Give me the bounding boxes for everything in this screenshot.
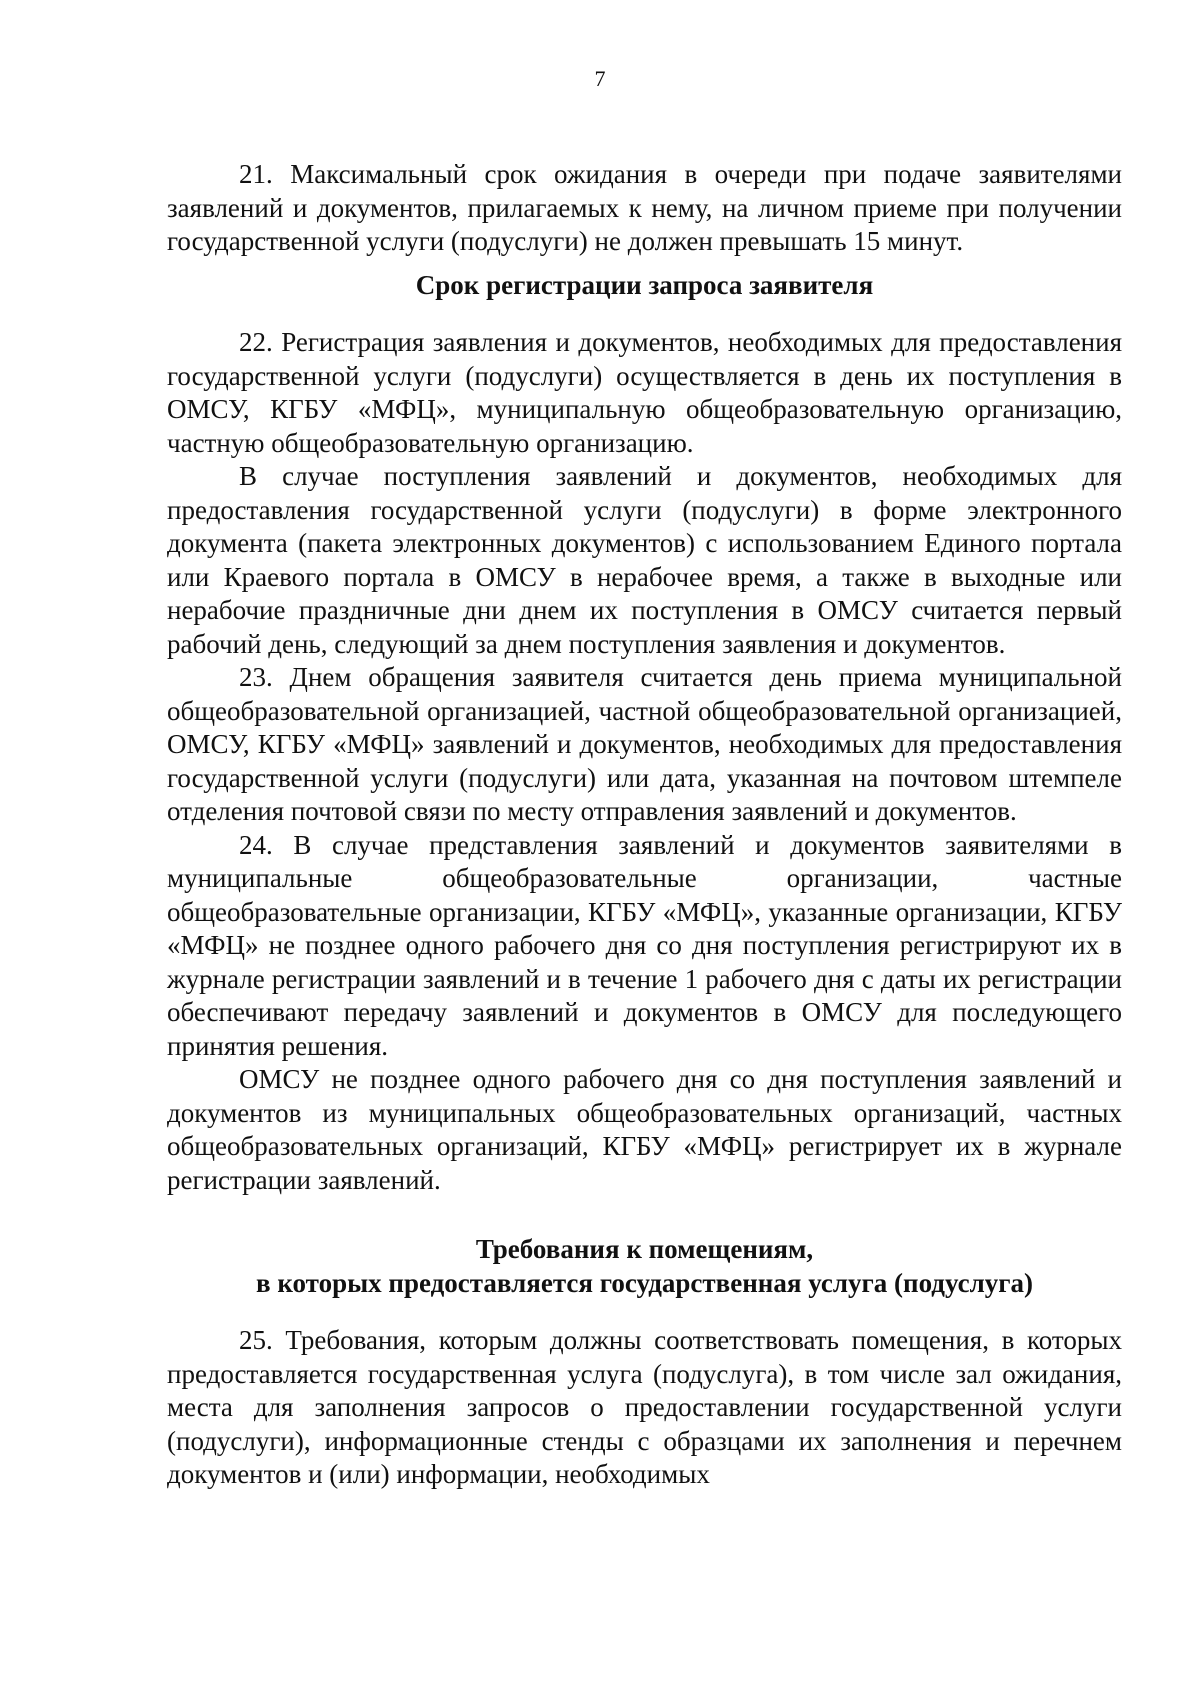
section-heading-registration-term: Срок регистрации запроса заявителя bbox=[415, 269, 874, 300]
section-heading-premises-requirements bbox=[167, 1233, 1122, 1300]
page-number: 7 bbox=[594, 66, 606, 91]
section-heading-line-1: Требования к помещениям, bbox=[475, 1234, 814, 1264]
paragraph-23: 23. Днем обращения заявителя считается день приема муниципальной общеобразовательной организацией, частной общеобразовательной организацией, ОМСУ, КГБУ «МФЦ» заявлений и документов, необходимых для предоставления государственной услуги (подуслуги) или дата, указанная на почтовом штемпеле отделения почтовой связи по месту отправления заявлений и документов. bbox=[167, 662, 1122, 826]
paragraph-24: 24. В случае представления заявлений и документов заявителями в муниципальные общеобразовательные организации, частные общеобразовательные организации, КГБУ «МФЦ», указанные организации, КГБУ «МФЦ» не позднее одного рабочего дня со дня поступления регистрируют их в журнале регистрации заявлений и в течение 1 рабочего дня с даты их регистрации обеспечивают передачу заявлений и документов в ОМСУ для последующего принятия решения. bbox=[167, 829, 1122, 1061]
paragraph-24-omsu: ОМСУ не позднее одного рабочего дня со дня поступления заявлений и документов из муниципальных общеобразовательных организаций, частных общеобразовательных организаций, КГБУ «МФЦ» регистрирует их в журнале регистрации заявлений. bbox=[167, 1064, 1122, 1195]
paragraph-22-electronic: В случае поступления заявлений и документов, необходимых для предоставления государственной услуги (подуслуги) в форме электронного документа (пакета электронных документов) с использованием Единого портала или Краевого портала в ОМСУ в нерабочее время, а также в выходные или нерабочие праздничные дни днем их поступления в ОМСУ считается первый рабочий день, следующий за днем поступления заявления и документов. bbox=[167, 461, 1122, 659]
paragraph-22: 22. Регистрация заявления и документов, необходимых для предоставления государственной услуги (подуслуги) осуществляется в день их поступления в ОМСУ, КГБУ «МФЦ», муниципальную общеобразовательную организацию, частную общеобразовательную организацию. bbox=[167, 327, 1122, 458]
section-heading-line-2: в которых предоставляется государственная услуга (подуслуга) bbox=[255, 1267, 1034, 1298]
paragraph-25: 25. Требования, которым должны соответствовать помещения, в которых предоставляется государственная услуга (подуслуга), в том числе зал ожидания, места для заполнения запросов о предоставлении государственной услуги (подуслуги), информационные стенды с образцами их заполнения и перечнем документов и (или) информации, необходимых bbox=[167, 1325, 1122, 1489]
document-body bbox=[167, 158, 1122, 1492]
paragraph-21: 21. Максимальный срок ожидания в очереди при подаче заявителями заявлений и документов, прилагаемых к нему, на личном приеме при получении государственной услуги (подуслуги) не должен превышать 15 минут. bbox=[167, 159, 1122, 256]
